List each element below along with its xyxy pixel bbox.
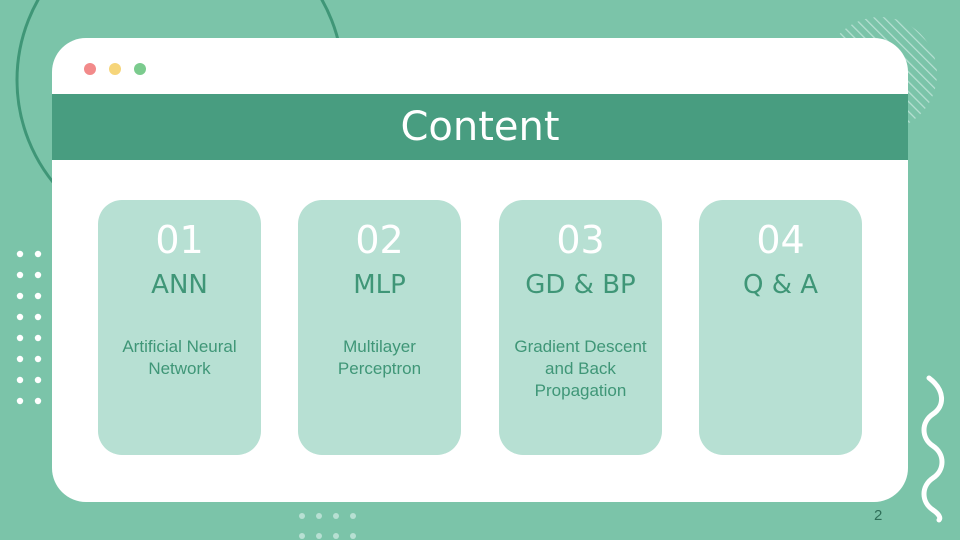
item-number: 01 [155,218,204,262]
item-description: Artificial Neural Network [122,337,237,378]
item-card-2 [298,200,461,455]
title-banner [52,94,908,160]
content-window [52,38,908,502]
squiggle-line [915,372,951,524]
item-description: Multilayer Perceptron [337,337,422,378]
item-abbr: GD & BP [525,270,636,300]
yellow-dot [109,63,121,75]
item-abbr: Q & A [742,270,819,300]
item-description: Gradient Descent and Back Propagation [514,337,647,400]
item-number: 04 [756,218,805,262]
item-card-4 [699,200,862,455]
item-number: 03 [556,218,605,262]
item-number: 02 [355,218,404,262]
page-title: Content [400,104,560,150]
dot-grid-bottom [292,506,372,540]
item-abbr: MLP [353,270,406,300]
dot-grid-left [12,244,52,414]
window-dots [84,63,146,75]
item-card-1 [98,200,261,455]
page-number: 2 [874,507,883,524]
green-dot [134,63,146,75]
item-abbr: ANN [151,270,208,300]
item-card-3 [499,200,662,455]
red-dot [84,63,96,75]
